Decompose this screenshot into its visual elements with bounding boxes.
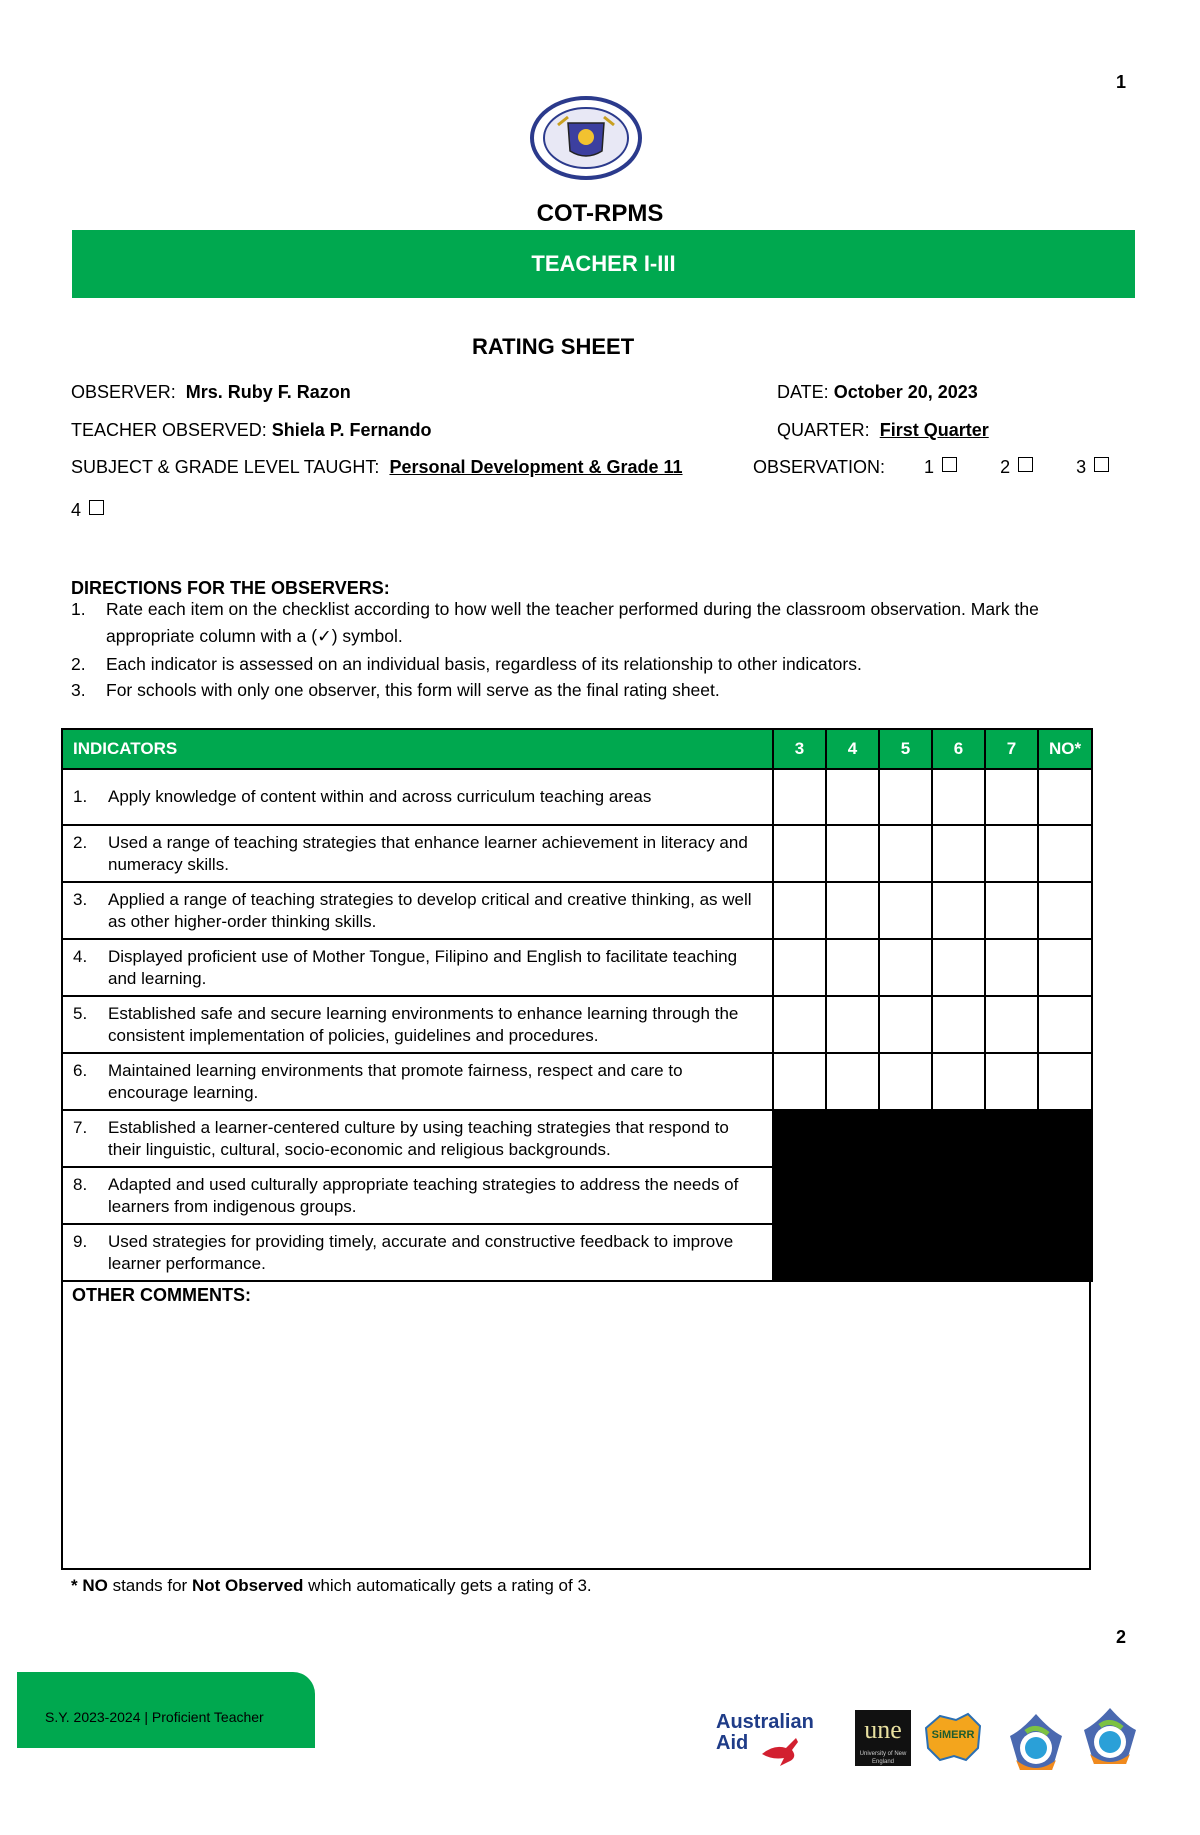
teacher-value: Shiela P. Fernando	[271, 420, 432, 440]
rating-cell[interactable]	[773, 825, 826, 882]
quarter-value: First Quarter	[879, 420, 989, 440]
rating-cell[interactable]	[826, 882, 879, 939]
checkbox-icon[interactable]	[1094, 457, 1109, 472]
indicators-header: INDICATORS	[62, 729, 773, 769]
checkbox-icon[interactable]	[89, 500, 104, 515]
observer-row	[71, 382, 351, 403]
rating-cell[interactable]	[773, 769, 826, 825]
indicator-text: 3. Applied a range of teaching strategies to develop critical and creative thinking, as well as other higher-order thinking skills.	[73, 889, 752, 931]
rating-cell[interactable]	[985, 996, 1038, 1053]
table-row	[62, 1053, 1092, 1110]
observation-label: OBSERVATION:	[753, 457, 886, 477]
indicator-text: 7. Established a learner-centered culture by using teaching strategies that respond to their linguistic, cultural, socio-economic and religious backgrounds.	[73, 1117, 729, 1159]
table-row	[62, 939, 1092, 996]
page-number-top: 1	[1116, 72, 1127, 92]
indicator-text: 2. Used a range of teaching strategies that enhance learner achievement in literacy and numeracy skills.	[73, 832, 748, 874]
une-logo: une University of New England	[855, 1710, 911, 1766]
teacher-level-banner	[72, 230, 1135, 298]
directions-heading: DIRECTIONS FOR THE OBSERVERS:	[71, 578, 390, 598]
sheet-title: RATING SHEET	[472, 334, 635, 359]
shaded-block	[773, 1110, 1092, 1281]
quarter-label: QUARTER:	[777, 420, 870, 440]
rating-column-header: 7	[985, 729, 1038, 769]
footer-tab-text: S.Y. 2023-2024 | Proficient Teacher	[45, 1709, 264, 1725]
table-row	[62, 825, 1092, 882]
partner-logo-2	[1080, 1704, 1140, 1770]
indicators-table	[61, 728, 1093, 1282]
rating-cell[interactable]	[826, 939, 879, 996]
direction-item-1: 1. Rate each item on the checklist according to how well the teacher performed during the classroom observation. Mark the appropriate column with a (✓) symbol.	[71, 599, 1039, 646]
subject-value: Personal Development & Grade 11	[389, 457, 683, 477]
table-row	[62, 769, 1092, 825]
table-row	[62, 882, 1092, 939]
comments-label: OTHER COMMENTS:	[72, 1285, 251, 1305]
not-observed-column-header: NO*	[1038, 729, 1092, 769]
teacher-row	[71, 420, 431, 441]
australian-aid-logo: Australian Aid	[716, 1712, 812, 1772]
observation-option-1[interactable]: 1	[924, 457, 957, 477]
rating-cell[interactable]	[932, 769, 985, 825]
observer-value: Mrs. Ruby F. Razon	[185, 382, 351, 402]
footer-tab	[17, 1672, 315, 1748]
date-row	[777, 382, 978, 403]
rating-cell[interactable]	[932, 882, 985, 939]
rating-cell[interactable]	[1038, 825, 1092, 882]
rating-column-header: 4	[826, 729, 879, 769]
subject-row	[71, 457, 683, 478]
rating-cell[interactable]	[826, 825, 879, 882]
teacher-level-label: TEACHER I-III	[531, 251, 676, 276]
observation-option-2[interactable]: 2	[1000, 457, 1033, 477]
rating-cell[interactable]	[773, 882, 826, 939]
rating-cell[interactable]	[879, 996, 932, 1053]
rating-cell[interactable]	[773, 1053, 826, 1110]
rating-cell[interactable]	[932, 1053, 985, 1110]
direction-item-2: 2. Each indicator is assessed on an individual basis, regardless of its relationship to other indicators.	[71, 654, 862, 674]
table-header-row	[62, 729, 1092, 769]
rating-cell[interactable]	[1038, 769, 1092, 825]
indicator-text: 9. Used strategies for providing timely, accurate and constructive feedback to improve learner performance.	[73, 1231, 734, 1273]
rating-column-header: 3	[773, 729, 826, 769]
observation-option-4[interactable]: 4	[71, 500, 104, 521]
rating-column-header: 6	[932, 729, 985, 769]
rating-cell[interactable]	[879, 1053, 932, 1110]
date-label: DATE:	[777, 382, 829, 402]
indicator-text: 5. Established safe and secure learning environments to enhance learning through the consistent implementation of policies, guidelines and procedures.	[73, 1003, 739, 1045]
rating-cell[interactable]	[879, 769, 932, 825]
rating-cell[interactable]	[985, 882, 1038, 939]
indicator-text: 1. Apply knowledge of content within and across curriculum teaching areas	[73, 787, 652, 806]
rating-cell[interactable]	[985, 939, 1038, 996]
observation-option-3[interactable]: 3	[1076, 457, 1109, 477]
page-number-bottom: 2	[1116, 1627, 1127, 1647]
rating-cell[interactable]	[985, 769, 1038, 825]
indicator-text: 4. Displayed proficient use of Mother Tongue, Filipino and English to facilitate teaching and learning.	[73, 946, 738, 988]
observation-row	[753, 457, 1109, 478]
rating-cell[interactable]	[1038, 1053, 1092, 1110]
rating-cell[interactable]	[826, 996, 879, 1053]
rating-cell[interactable]	[932, 825, 985, 882]
rating-column-header: 5	[879, 729, 932, 769]
table-row	[62, 1110, 1092, 1167]
rating-cell[interactable]	[932, 939, 985, 996]
indicator-text: 8. Adapted and used culturally appropriate teaching strategies to address the needs of learners from indigenous groups.	[73, 1174, 739, 1216]
rating-cell[interactable]	[1038, 882, 1092, 939]
rating-cell[interactable]	[826, 769, 879, 825]
rating-cell[interactable]	[932, 996, 985, 1053]
subject-label: SUBJECT & GRADE LEVEL TAUGHT:	[71, 457, 380, 477]
svg-text:SiMERR: SiMERR	[931, 1729, 975, 1741]
comments-box[interactable]	[61, 1279, 1091, 1570]
indicator-text: 6. Maintained learning environments that promote fairness, respect and care to encourage learning.	[73, 1060, 683, 1102]
rating-cell[interactable]	[879, 825, 932, 882]
rating-cell[interactable]	[1038, 996, 1092, 1053]
simerr-logo	[920, 1708, 986, 1766]
rating-cell[interactable]	[985, 825, 1038, 882]
rating-cell[interactable]	[1038, 939, 1092, 996]
date-value: October 20, 2023	[833, 382, 978, 402]
kangaroo-icon	[758, 1734, 804, 1768]
quarter-row	[777, 420, 989, 441]
rating-cell[interactable]	[826, 1053, 879, 1110]
rating-cell[interactable]	[773, 939, 826, 996]
rating-cell[interactable]	[985, 1053, 1038, 1110]
teacher-label: TEACHER OBSERVED:	[71, 420, 267, 440]
rating-cell[interactable]	[879, 882, 932, 939]
deped-seal-logo	[528, 95, 644, 181]
partner-logo-1	[1006, 1710, 1066, 1776]
rating-cell[interactable]	[773, 996, 826, 1053]
direction-item-3: 3. For schools with only one observer, this form will serve as the final rating sheet.	[71, 680, 720, 700]
checkbox-icon[interactable]	[942, 457, 957, 472]
observer-label: OBSERVER:	[71, 382, 176, 402]
checkbox-icon[interactable]	[1018, 457, 1033, 472]
table-row	[62, 996, 1092, 1053]
page-title: COT-RPMS	[536, 200, 664, 227]
footnote: * NO stands for Not Observed which automatically gets a rating of 3.	[71, 1576, 592, 1595]
rating-cell[interactable]	[879, 939, 932, 996]
